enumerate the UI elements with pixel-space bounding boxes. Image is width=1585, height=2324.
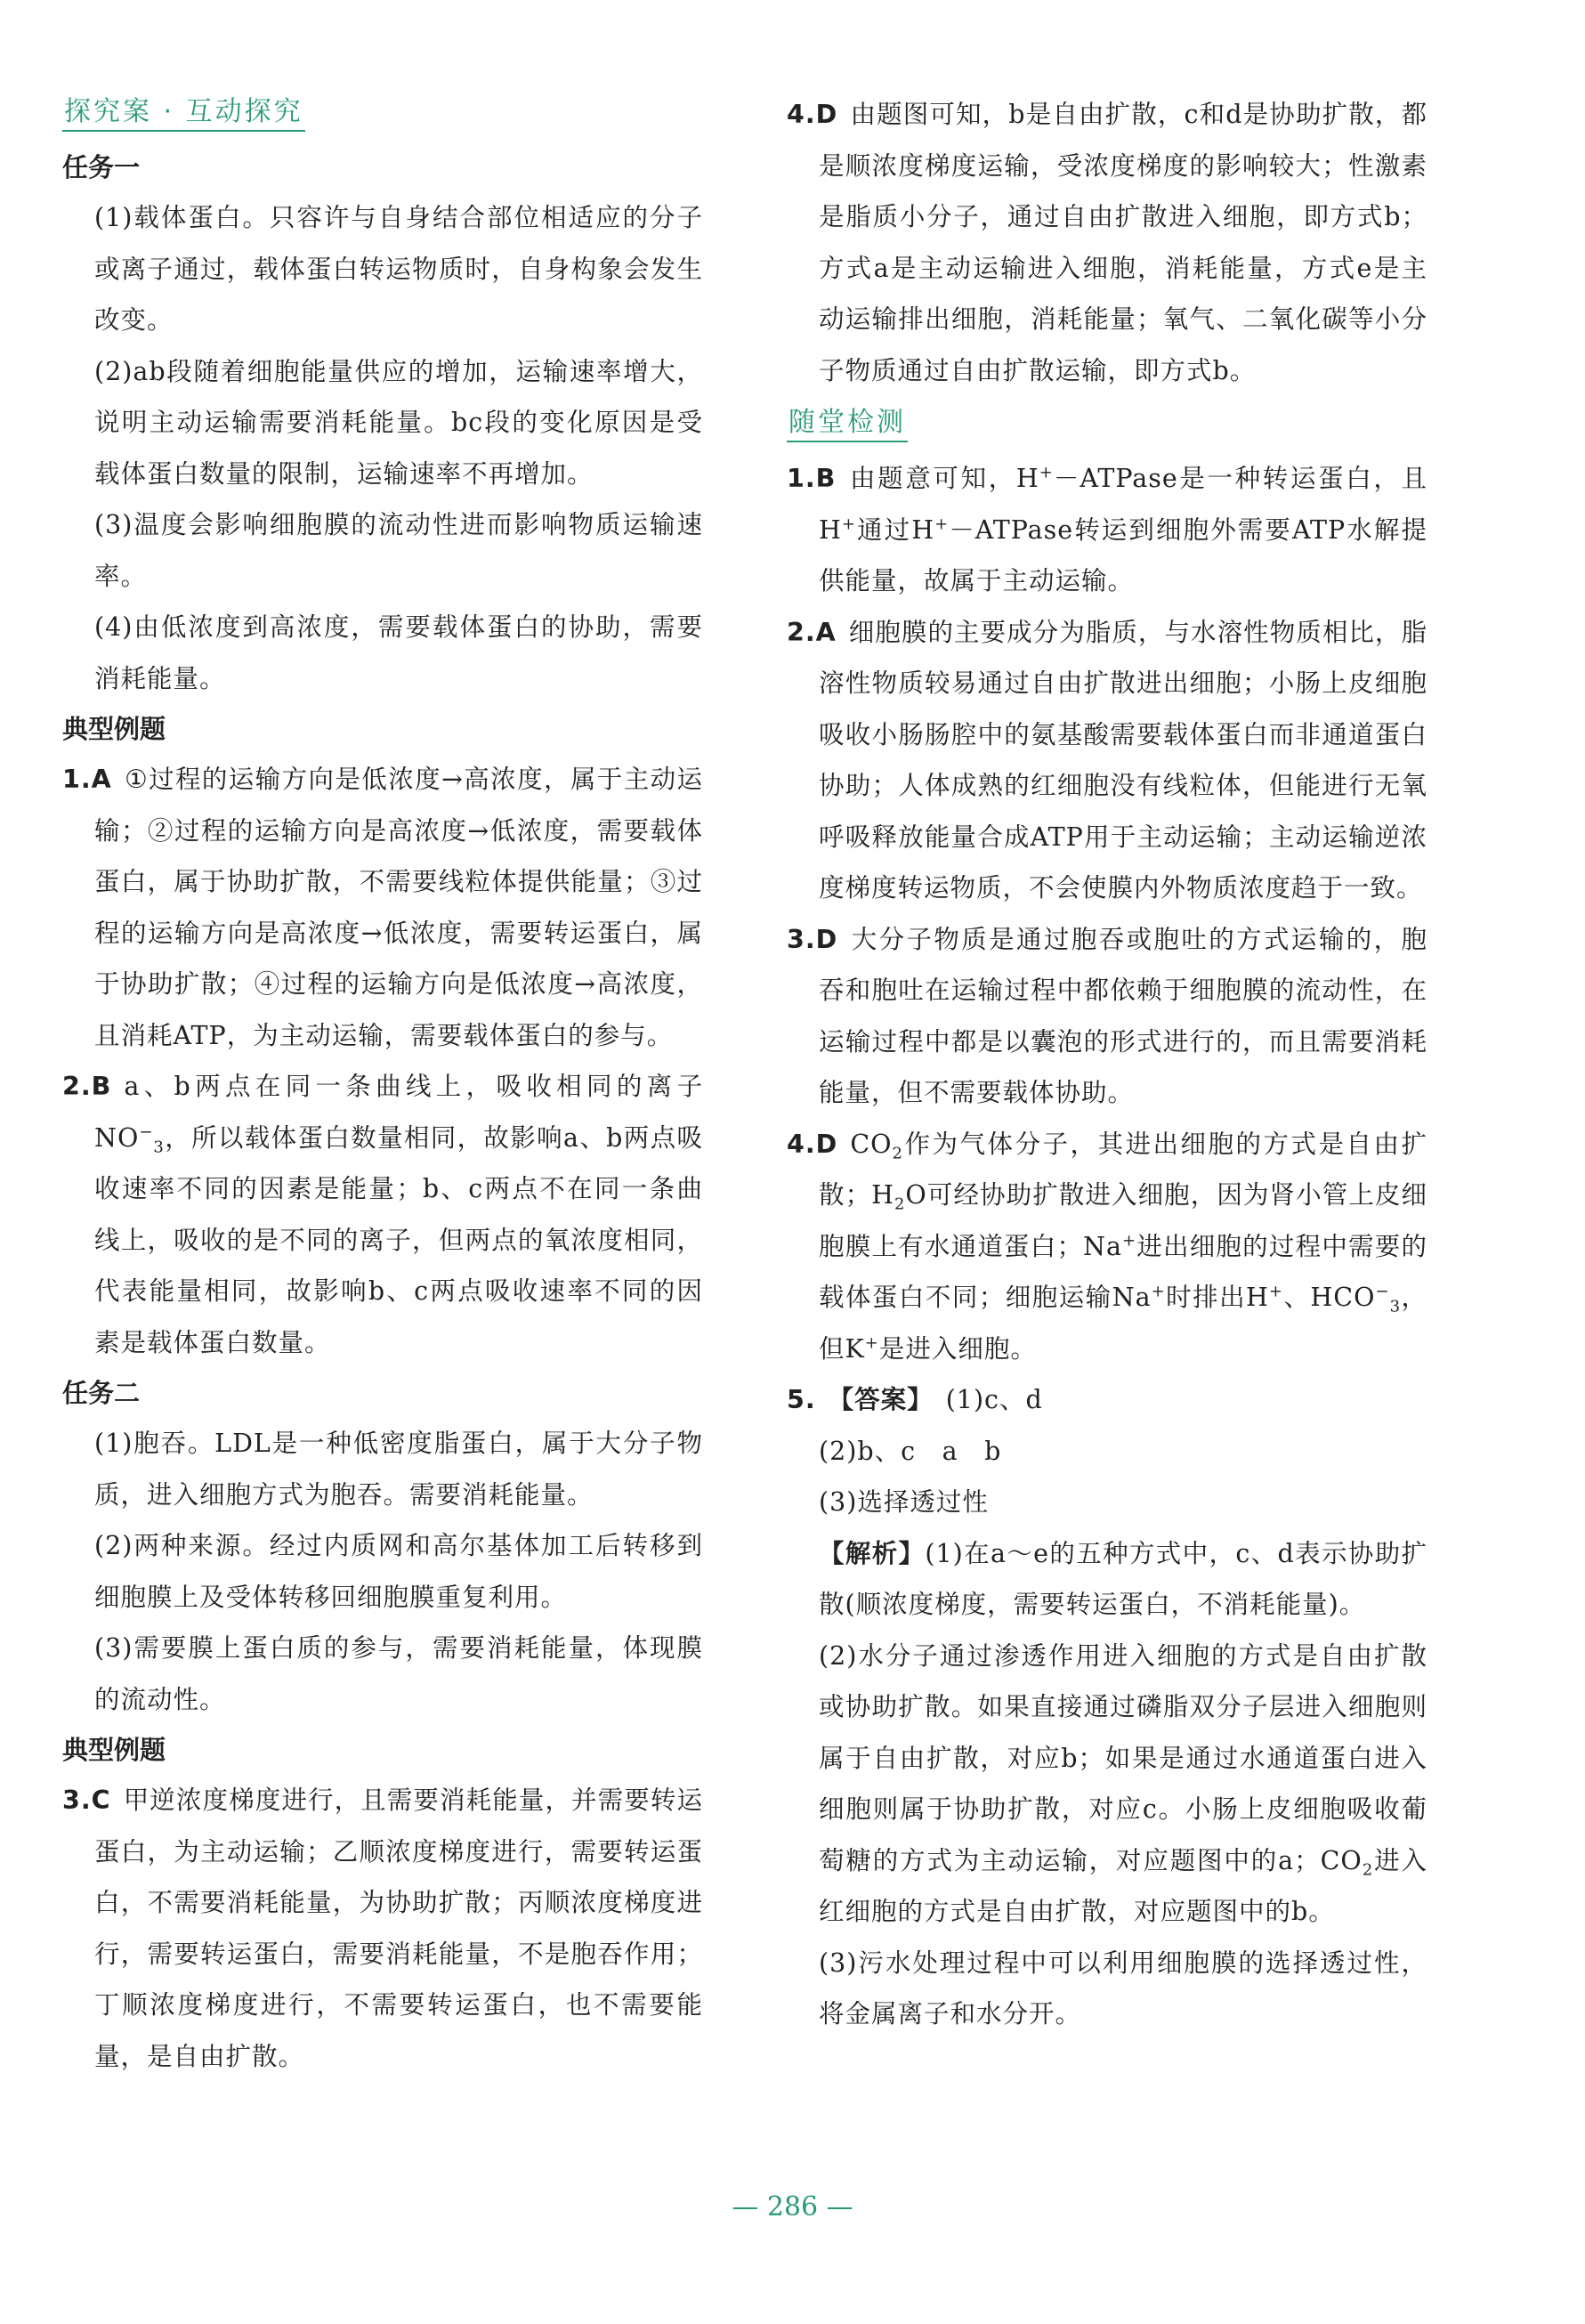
task2-answer-1: (1)胞吞。LDL是一种低密度脂蛋白，属于大分子物质，进入细胞方式为胞吞。需要消耗能量。: [94, 1429, 703, 1510]
check-1: 1.B 由题意可知，H+－ATPase是一种转运蛋白，且H+通过H+－ATPase转运到细胞外需要ATP水解提供能量，故属于主动运输。: [787, 463, 1427, 595]
question-number: 1.B: [787, 464, 837, 493]
question-number: 3.D: [787, 924, 838, 954]
task2-answer-3: (3)需要膜上蛋白质的参与，需要消耗能量，体现膜的流动性。: [94, 1633, 703, 1714]
task1-answer-4: (4)由低浓度到高浓度，需要载体蛋白的协助，需要消耗能量。: [94, 612, 703, 693]
check-2: 2.A 细胞膜的主要成分为脂质，与水溶性物质相比，脂溶性物质较易通过自由扩散进出细胞；小肠上皮细胞吸收小肠肠腔中的氨基酸需要载体蛋白而非通道蛋白协助；人体成熟的红细胞没有线粒体，但能进行无氧呼吸释放能量合成ATP用于主动运输；主动运输逆浓度梯度转运物质，不会使膜内外物质浓度趋于一致。: [787, 617, 1427, 903]
question-number: 3.C: [62, 1786, 111, 1815]
example-2: 2.B a、b两点在同一条曲线上，吸收相同的离子$NO^-_3$，所以载体蛋白数量相同，故影响a、b两点吸收速率不同的因素是能量；b、c两点不在同一条曲线上，吸收的是不同的离子，但两点的氧浓度相同，代表能量相同，故影响b、c两点吸收速率不同的因素是载体蛋白数量。: [62, 1072, 703, 1357]
example-3: 3.C 甲逆浓度梯度进行，且需要消耗能量，并需要转运蛋白，为主动运输；乙顺浓度梯度进行，需要转运蛋白，不需要消耗能量，为协助扩散；丙顺浓度梯度进行，需要转运蛋白，需要消耗能量，不是胞吞作用；丁顺浓度梯度进行，不需要转运蛋白，也不需要能量，是自由扩散。: [62, 1786, 703, 2071]
page-number: — 286 —: [732, 2191, 853, 2223]
check-5: 5. 【答案】 (1)c、d: [787, 1385, 1043, 1414]
task-two-heading: 任务二: [62, 1378, 141, 1408]
check-4: 4.D $CO_2$作为气体分子，其进出细胞的方式是自由扩散；$H_2O$可经协助扩散进入细胞，因为肾小管上皮细胞膜上有水通道蛋白；Na+进出细胞的过程中需要的载体蛋白不同；细胞运输Na+时排出H+、$HCO^-_3$，但K+是进入细胞。: [787, 1129, 1427, 1364]
answer-line-2: (2)b、c a b: [819, 1436, 1002, 1466]
section-title-check: 随堂检测: [787, 400, 908, 442]
answer-line-3: (3)选择透过性: [819, 1487, 989, 1517]
task2-answer-2: (2)两种来源。经过内质网和高尔基体加工后转移到细胞膜上及受体转移回细胞膜重复利用。: [94, 1531, 703, 1612]
task1-answer-3: (3)温度会影响细胞膜的流动性进而影响物质运输速率。: [94, 510, 703, 591]
question-number: 5.: [787, 1385, 816, 1414]
explanation-1: 【解析】(1)在a～e的五种方式中，c、d表示协助扩散(顺浓度梯度，需要转运蛋白，不消耗能量)。: [819, 1538, 1427, 1619]
example-heading-1: 典型例题: [62, 714, 166, 744]
task-one-heading: 任务一: [62, 152, 141, 182]
section-title-explore: 探究案 · 互动探究: [62, 89, 305, 132]
left-column: [62, 89, 703, 2082]
question-number: 4.D: [787, 1129, 838, 1159]
example-1: 1.A ①过程的运输方向是低浓度→高浓度，属于主动运输；②过程的运输方向是高浓度→低浓度，需要载体蛋白，属于协助扩散，不需要线粒体提供能量；③过程的运输方向是高浓度→低浓度，需要转运蛋白，属于协助扩散；④过程的运输方向是低浓度→高浓度，且消耗ATP，为主动运输，需要载体蛋白的参与。: [62, 765, 703, 1050]
question-number: 2.B: [62, 1072, 112, 1101]
example-4: 4.D 由题图可知，b是自由扩散，c和d是协助扩散，都是顺浓度梯度运输，受浓度梯度的影响较大；性激素是脂质小分子，通过自由扩散进入细胞，即方式b；方式a是主动运输进入细胞，消耗能量，方式e是主动运输排出细胞，消耗能量；氧气、二氧化碳等小分子物质通过自由扩散运输，即方式b。: [787, 100, 1427, 385]
explanation-3: (3)污水处理过程中可以利用细胞膜的选择透过性，将金属离子和水分开。: [819, 1947, 1427, 2028]
explanation-2: (2)水分子通过渗透作用进入细胞的方式是自由扩散或协助扩散。如果直接通过磷脂双分子层进入细胞则属于自由扩散，对应b；如果是通过水通道蛋白进入细胞则属于协助扩散，对应c。小肠上皮细胞吸收葡萄糖的方式为主动运输，对应题图中的a；$CO_2$进入红细胞的方式是自由扩散，对应题图中的b。: [819, 1640, 1427, 1926]
explanation-tag: 【解析】: [819, 1538, 926, 1568]
example-heading-2: 典型例题: [62, 1735, 166, 1765]
task1-answer-2: (2)ab段随着细胞能量供应的增加，运输速率增大，说明主动运输需要消耗能量。bc段的变化原因是受载体蛋白数量的限制，运输速率不再增加。: [94, 356, 703, 489]
task1-answer-1: (1)载体蛋白。只容许与自身结合部位相适应的分子或离子通过，载体蛋白转运物质时，自身构象会发生改变。: [94, 203, 703, 335]
right-column: [787, 89, 1427, 2040]
question-number: 2.A: [787, 617, 837, 647]
check-3: 3.D 大分子物质是通过胞吞或胞吐的方式运输的，胞吞和胞吐在运输过程中都依赖于细胞膜的流动性，在运输过程中都是以囊泡的形式进行的，而且需要消耗能量，但不需要载体协助。: [787, 924, 1427, 1107]
question-number: 1.A: [62, 765, 112, 794]
question-number: 4.D: [787, 100, 838, 129]
answer-tag: 【答案】: [828, 1385, 934, 1414]
